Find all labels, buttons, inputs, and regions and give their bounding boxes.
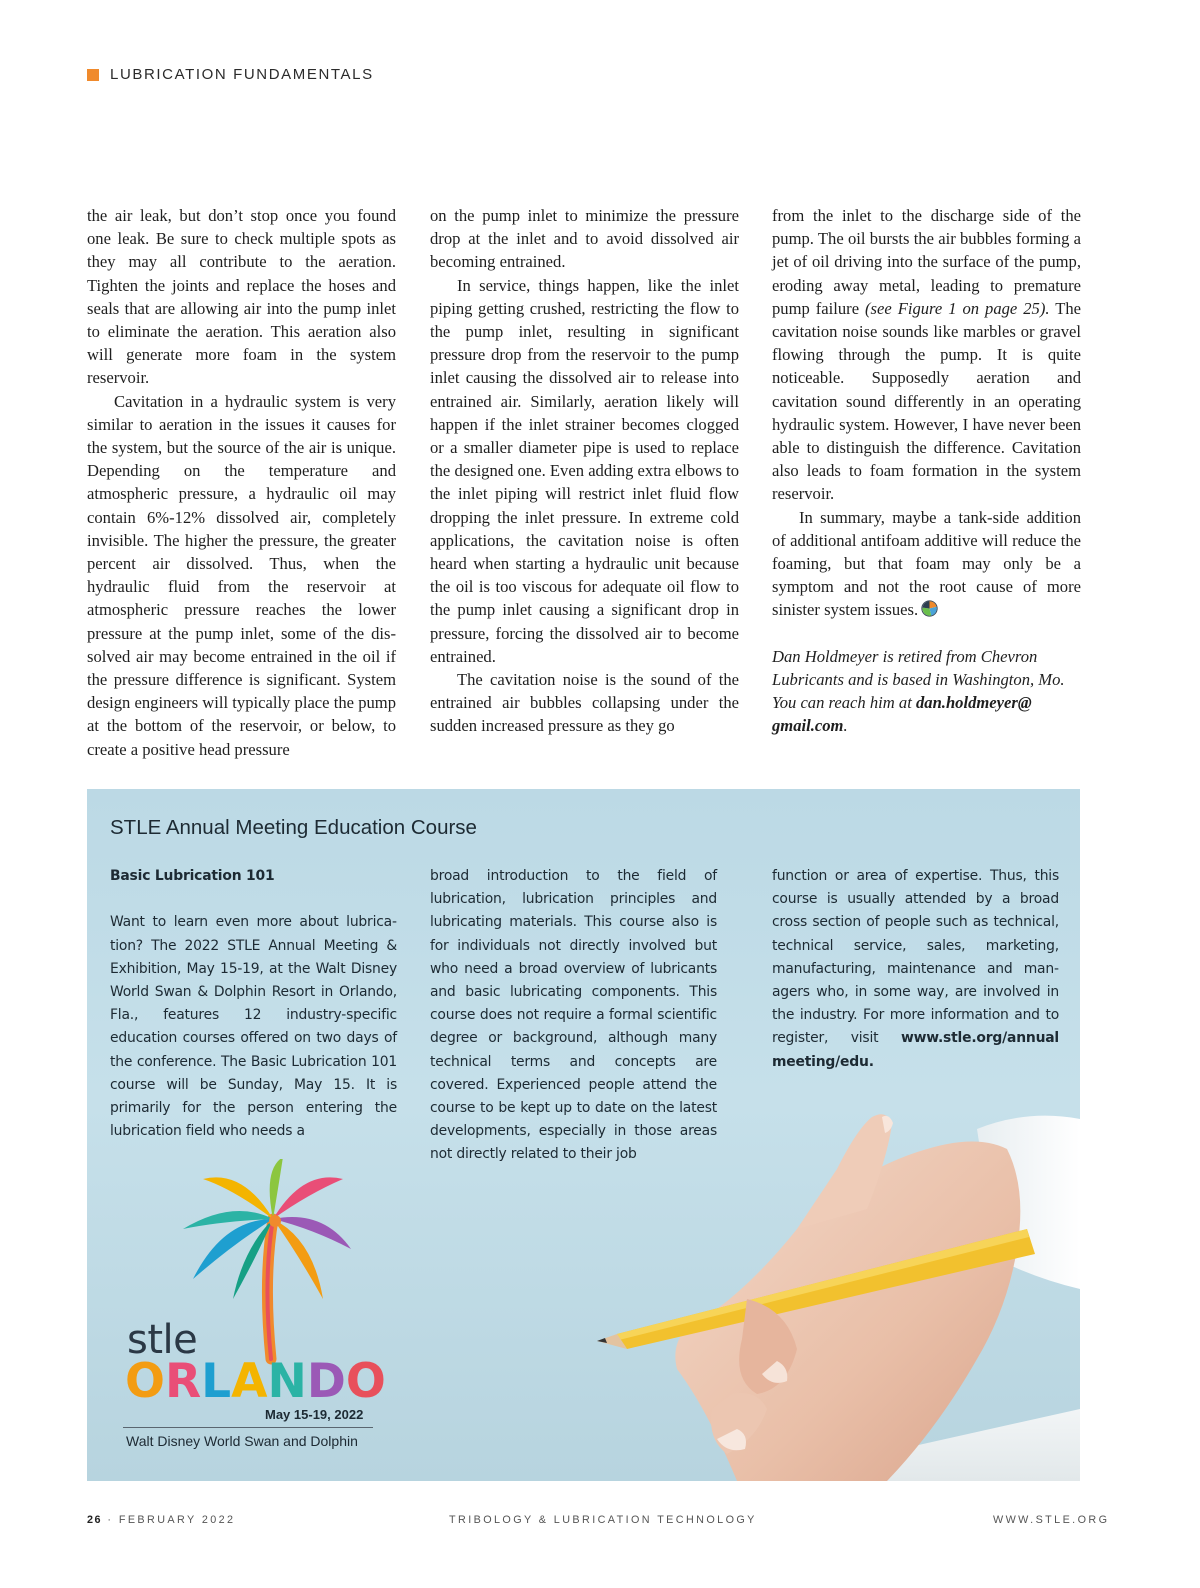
- footer-publication: TRIBOLOGY & LUBRICATION TECHNOLOGY: [449, 1514, 757, 1526]
- paragraph-text: In summary, maybe a tank-side addition of additional antifoam additive will reduce the foaming, but that foam may only be a symptom and not the root cause of more sinister system issues.: [772, 507, 1081, 620]
- section-title: LUBRICATION FUNDAMENTALS: [110, 66, 374, 83]
- page-number: 26: [87, 1514, 103, 1526]
- paragraph: on the pump inlet to minimize the pressure drop at the inlet and to avoid dissolved air becoming entrained.: [430, 206, 739, 272]
- logo-letter: O: [345, 1354, 386, 1409]
- stle-orlando-logo: [123, 1159, 403, 1459]
- paragraph-text: function or area of expertise. Thus, this course is usually attended by a broad cross section of people such as technical, technical service, sales, marketing, manufacturing, maintenance and managers who, in some way, are involved in the industry. For more information and to register, visit: [772, 868, 1059, 1047]
- paragraph: broad introduction to the field of lubrication, lubrication principles and lubricating materials. This course also is for individuals not directly involved but who need a broad overview of lubricants and basic lubricating components. This course does not require a formal scientific degree or background, although many technical terms and concepts are covered. Experienced people attend the course to be kept up to date on the latest developments, especially in those areas not directly related to their job: [430, 868, 717, 1163]
- logo-venue: Walt Disney World Swan and Dolphin: [126, 1433, 358, 1449]
- article-column-3: [772, 204, 1081, 737]
- paragraph: Want to learn even more about lubrication? The 2022 STLE Annual Meeting & Exhibition, May 15-19, at the Walt Disney World Swan & Dolphin Resort in Orlando, Fla., features 12 industry-specific education courses offered on two days of the conference. The Basic Lubrication 101 course will be Sunday, May 15. It is primarily for the person entering the lubrication field who needs a: [110, 914, 397, 1140]
- footer-website[interactable]: WWW.STLE.ORG: [993, 1514, 1110, 1526]
- author-bio: [772, 645, 1081, 738]
- paragraph: [772, 865, 1059, 1074]
- article-column-2: [430, 204, 739, 738]
- section-marker-icon: [87, 69, 99, 81]
- sidebar-column-1: [110, 865, 397, 1143]
- bio-text: Dan Holdmeyer is retired from Chevron Lubricants and is based in Washington, Mo. You can reach him at: [772, 646, 1065, 713]
- figure-reference: (see Figure 1 on page 25).: [865, 298, 1050, 318]
- sidebar-column-3: [772, 865, 1059, 1074]
- paragraph: the air leak, but don’t stop once you found one leak. Be sure to check multiple spots as they may all contribute to the aeration. Tighten the joints and replace the hoses and seals that are allowing air into the pump inlet to eliminate the aeration. This aeration also will generate more foam in the system reservoir.: [87, 206, 396, 388]
- registration-link[interactable]: www.stle.org/annual meeting/edu: [772, 1030, 1059, 1070]
- footer-left: [87, 1514, 235, 1526]
- author-email-link[interactable]: dan.holdmeyer@ gmail.com: [772, 693, 1032, 736]
- logo-letter: A: [231, 1354, 268, 1409]
- logo-stle-wordmark: stle: [127, 1317, 198, 1363]
- paragraph-end: .: [868, 1053, 874, 1070]
- sidebar-subtitle: Basic Lubrication 101: [110, 868, 275, 884]
- hand-with-pencil-image: [557, 1109, 1080, 1481]
- paragraph: In service, things happen, like the inlet piping getting crushed, restricting the flow to the pump inlet, resulting in significant pressure drop from the reservoir to the pump inlet causing the dissolved air to release into entrained air. Similarly, aeration likely will happen if the inlet strainer becomes clogged or a smaller diameter pipe is used to replace the designed one. Even adding extra elbows to the inlet piping will restrict inlet fluid flow dropping the inlet pressure. In extreme cold applications, the cavitation noise is often heard when starting a hydraulic unit because the oil is too viscous for adequate oil flow to the pump inlet causing a significant drop in pressure, forcing the dissolved air to become entrained.: [430, 275, 739, 666]
- sidebar-title: STLE Annual Meeting Education Course: [110, 816, 477, 839]
- logo-letter: O: [125, 1354, 165, 1409]
- section-header: [87, 66, 374, 83]
- footer-separator: ·: [107, 1514, 114, 1526]
- paragraph: Cavitation in a hydraulic system is very similar to aeration in the issues it causes for the system, but the source of the air is unique. Depending on the temperature and atmospheric pressure, a hydraulic oil may contain 6%-12% dissolved air, completely invisible. The higher the pressure, the greater percent air dissolved. Thus, when the hydraulic fluid from the reservoir at atmospheric pressure reaches the lower pressure at the pump inlet, some of the dissolved air may become entrained in the oil if the pressure difference is significant. System design engineers will typically place the pump at the bottom of the reservoir, or below, to create a positive head pressure: [87, 391, 396, 759]
- paragraph: The cavitation noise is the sound of the entrained air bubbles collapsing under the sudden increased pressure as they go: [430, 670, 739, 736]
- logo-letter: L: [201, 1354, 232, 1409]
- logo-letter: N: [267, 1354, 307, 1409]
- education-course-sidebar: [87, 789, 1080, 1481]
- paragraph: [772, 204, 1081, 506]
- paragraph-text: from the inlet to the discharge side of the pump. The oil bursts the air bubbles forming a jet of oil driving into the surface of the pump, eroding away metal, leading to premature pump failure: [772, 206, 1081, 318]
- bio-end: .: [843, 716, 848, 736]
- logo-divider: [123, 1427, 373, 1428]
- issue-date: FEBRUARY 2022: [118, 1514, 236, 1526]
- logo-letter: D: [306, 1354, 346, 1409]
- logo-letter: R: [164, 1354, 202, 1409]
- logo-orlando-wordmark: [125, 1354, 386, 1409]
- article-column-1: [87, 204, 396, 761]
- end-of-article-icon: [921, 600, 938, 617]
- logo-dates: May 15-19, 2022: [265, 1407, 364, 1422]
- paragraph: [772, 506, 1081, 622]
- paragraph-text: The cavitation noise sounds like marbles or gravel flowing through the pump. It is quite noticeable. Supposedly aeration and cavitation sound differently in an operating hydraulic system. However, I have never been able to distinguish the difference. Cavitation also leads to foam formation in the system reservoir.: [772, 298, 1081, 504]
